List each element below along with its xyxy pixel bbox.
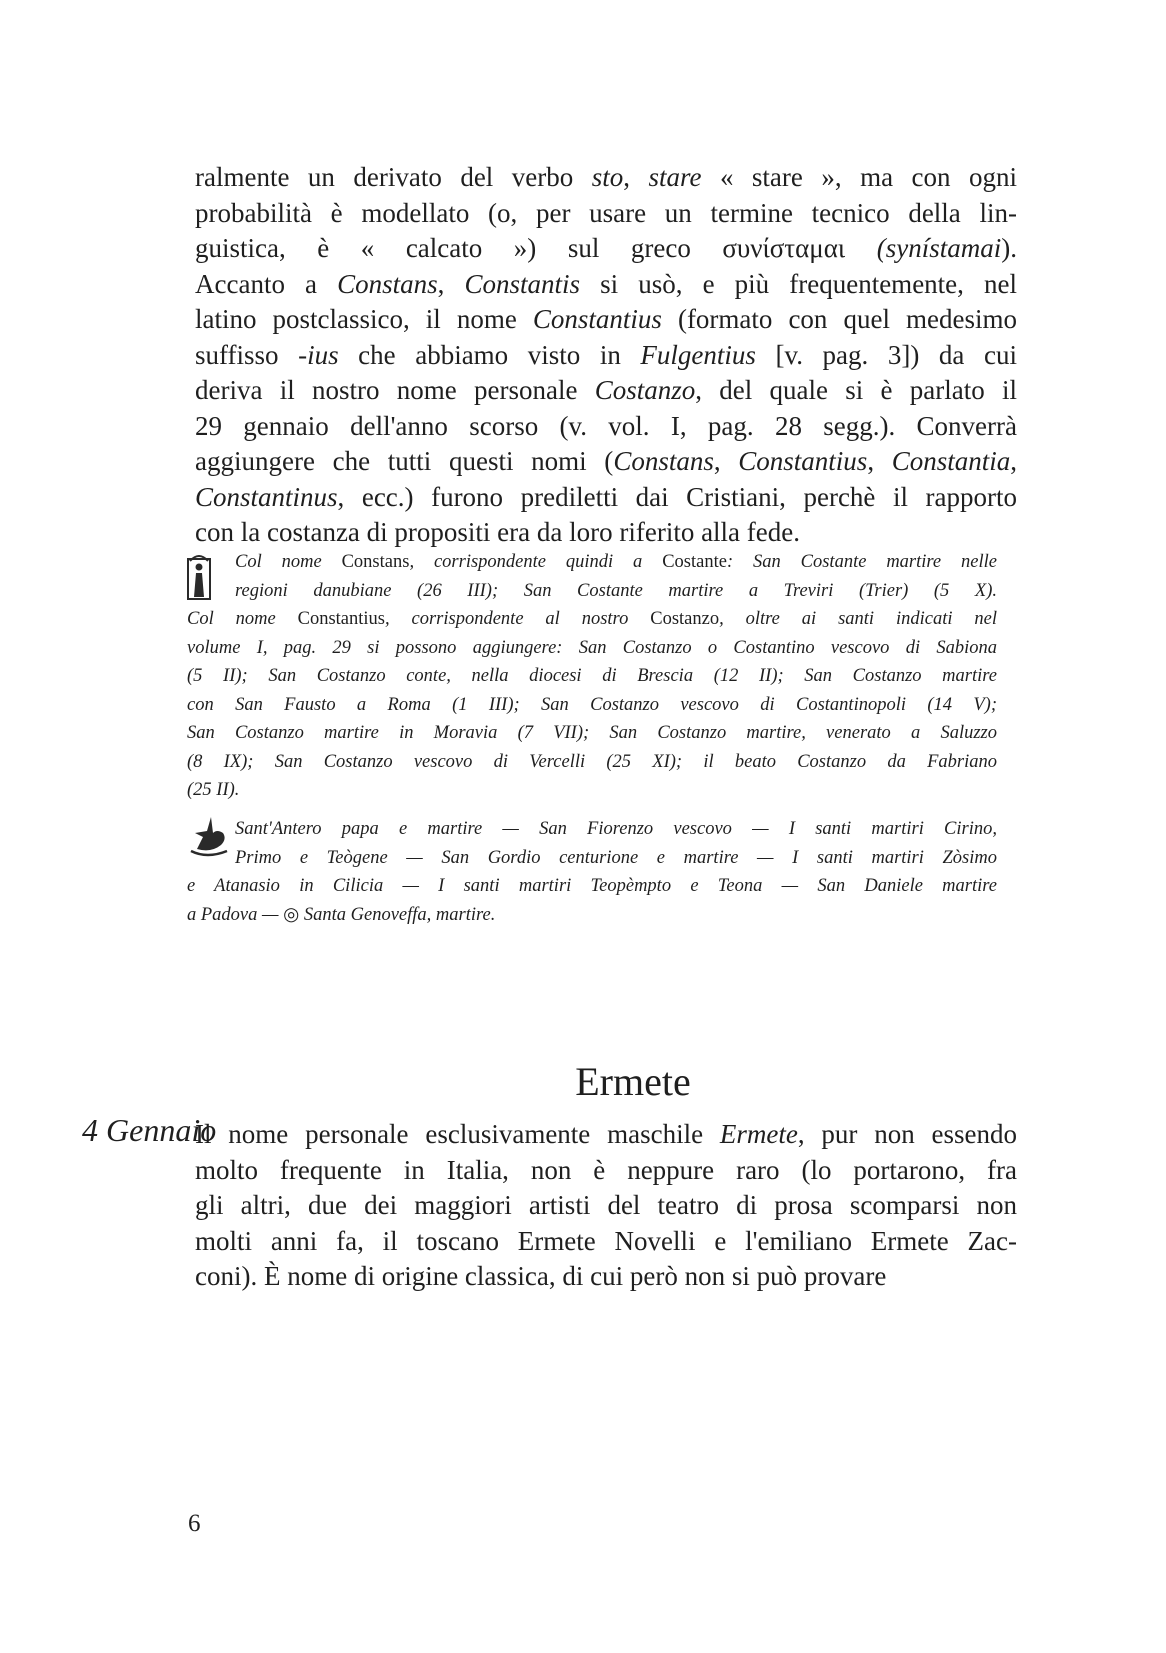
text-line: Accanto a Constans, Constantis si usò, e più frequentemente, nel [195,268,1017,299]
text-line: (25 II). [187,780,240,800]
text-line: e Atanasio in Cilicia — I santi martiri Teopèmpto e Teona — San Daniele martire [187,876,997,896]
text-line: molti anni fa, il toscano Ermete Novelli e l'emiliano Ermete Zac- [195,1225,1017,1256]
text-line: a Padova — ◎ Santa Genoveffa, martire. [187,904,496,925]
text-line: latino postclassico, il nome Constantius (formato con quel medesimo [195,304,1017,334]
text-line: probabilità è modellato (o, per usare un termine tecnico della lin- [195,197,1017,228]
text-line: regioni danubiane (26 III); San Costante martire a Treviri (Trier) (5 X). [235,580,997,601]
text-line: (5 II); San Costanzo conte, nella diocesi di Brescia (12 II); San Costanzo martire [187,666,997,686]
text-line: (8 IX); San Costanzo vescovo di Vercelli (25 XI); il beato Costanzo da Fabriano [187,751,997,772]
text-line: 29 gennaio dell'anno scorso (v. vol. I, pag. 28 segg.). Converrà [195,410,1017,441]
text-line: con la costanza di propositi era da loro riferito alla fede. [195,517,800,547]
text-line: San Costanzo martire in Moravia (7 VII); San Costanzo martire, venerato a Saluzzo [187,723,997,743]
text-line: Sant'Antero papa e martire — San Fiorenzo vescovo — I santi martiri Cirino, [235,819,997,839]
text-line: Il nome personale esclusivamente maschile Ermete, pur non essendo [195,1119,1017,1149]
text-line: guistica, è « calcato ») sul greco συνίσταμαι (synístamai). [195,233,1017,263]
text-line: Constantinus, ecc.) furono prediletti dai Cristiani, perchè il rapporto [195,481,1017,512]
text-line: gli altri, due dei maggiori artisti del teatro di prosa scomparsi non [195,1190,1017,1220]
text-line: Col nome Constantius, corrispondente al nostro Costanzo, oltre ai santi indicati nel [187,609,997,629]
text-line: volume I, pag. 29 si possono aggiungere: San Costanzo o Costantino vescovo di Sabiona [187,637,997,658]
text-line: con San Fausto a Roma (1 III); San Costanzo vescovo di Costantinopoli (14 V); [187,694,997,715]
text-line: aggiungere che tutti questi nomi (Constans, Constantius, Constantia, [195,446,1018,476]
text-line: ralmente un derivato del verbo sto, stare « stare », ma con ogni [195,162,1018,192]
page-number: 6 [188,1510,201,1537]
top-paragraph [195,160,1017,551]
text-line: Col nome Constans, corrispondente quindi a Costante: San Costante martire nelle [235,552,997,572]
text-line: coni). È nome di origine classica, di cui però non si può provare [195,1261,887,1291]
saints-note [187,548,997,805]
date-label: 4 Gennaio [82,1112,217,1148]
bottom-paragraph [195,1117,1017,1295]
text-line: deriva il nostro nome personale Costanzo, del quale si è parlato il [195,375,1017,405]
text-line: Primo e Teògene — San Gordio centurione e martire — I santi martiri Zòsimo [235,847,997,868]
text-line: molto frequente in Italia, non è neppure raro (lo portarono, fra [195,1154,1017,1185]
section-title: Ermete [575,1059,691,1104]
feast-note [187,815,997,929]
text-line: suffisso -ius che abbiamo visto in Fulgentius [v. pag. 3]) da cui [195,339,1017,370]
